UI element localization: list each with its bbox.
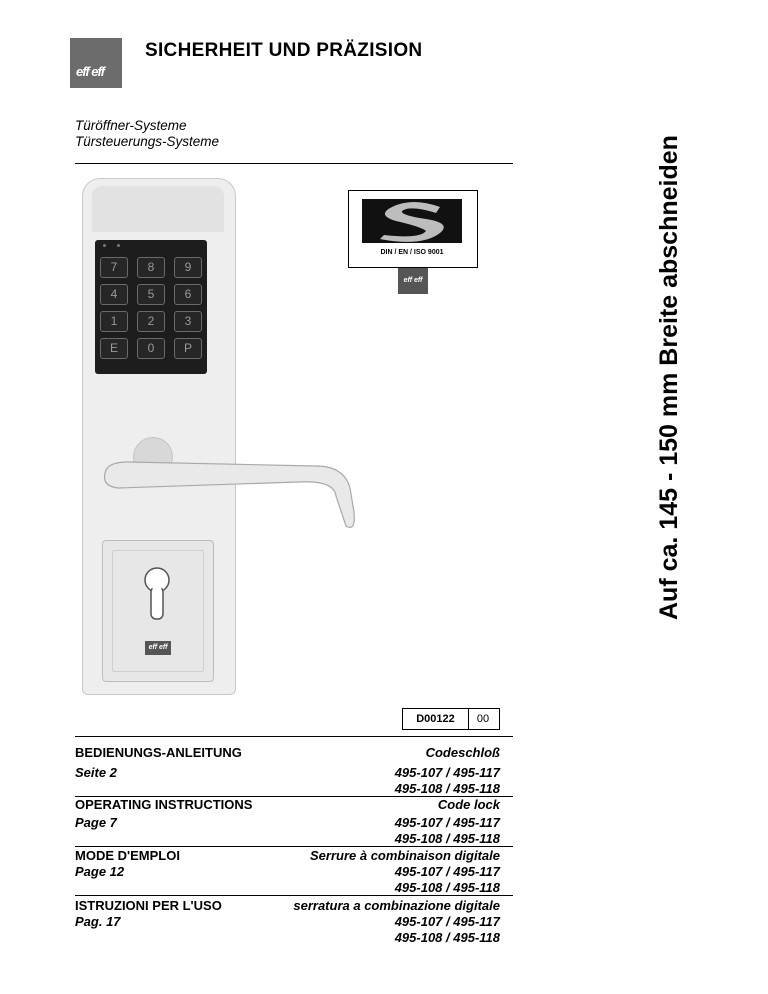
- section-page-de: Seite 2: [75, 765, 117, 780]
- section-models-it-1: 495-107 / 495-117: [394, 914, 500, 929]
- led-indicator: [103, 244, 106, 247]
- section-models-de-2: 495-108 / 495-118: [394, 781, 500, 796]
- section-models-it-2: 495-108 / 495-118: [394, 930, 500, 945]
- section-product-de: Codeschloß: [425, 745, 500, 760]
- section-models-en-1: 495-107 / 495-117: [394, 815, 500, 830]
- keypad-key-3: 3: [174, 311, 202, 332]
- eff-eff-logo: [70, 38, 122, 88]
- keypad-key-9: 9: [174, 257, 202, 278]
- section-models-fr-2: 495-108 / 495-118: [394, 880, 500, 895]
- section-models-de-1: 495-107 / 495-117: [394, 765, 500, 780]
- section-heading-en: OPERATING INSTRUCTIONS: [75, 797, 253, 812]
- section-divider: [75, 846, 513, 847]
- section-divider: [75, 895, 513, 896]
- keypad: [95, 240, 207, 374]
- document-number: D00122: [402, 708, 469, 730]
- keypad-key-2: 2: [137, 311, 165, 332]
- led-indicator: [117, 244, 120, 247]
- certificate-label: DIN / EN / ISO 9001: [380, 249, 444, 256]
- keypad-key-1: 1: [100, 311, 128, 332]
- section-models-en-2: 495-108 / 495-118: [394, 831, 500, 846]
- cut-instruction-vertical-text: Auf ca. 145 - 150 mm Breite abschneiden: [655, 135, 683, 620]
- section-divider: [75, 736, 513, 737]
- keypad-key-4: 4: [100, 284, 128, 305]
- section-heading-de: BEDIENUNGS-ANLEITUNG: [75, 745, 242, 760]
- section-heading-it: ISTRUZIONI PER L'USO: [75, 898, 222, 913]
- logo-text: eff eff: [76, 64, 104, 79]
- keypad-key-5: 5: [137, 284, 165, 305]
- document-revision: 00: [467, 708, 500, 730]
- section-page-it: Pag. 17: [75, 914, 121, 929]
- certificate-logo: eff eff: [398, 268, 428, 294]
- faceplate-top-section: [92, 186, 224, 232]
- section-page-en: Page 7: [75, 815, 117, 830]
- section-models-fr-1: 495-107 / 495-117: [394, 864, 500, 879]
- escutcheon-logo: eff eff: [145, 641, 171, 655]
- keypad-key-e: E: [100, 338, 128, 359]
- header-divider: [75, 163, 513, 164]
- section-product-it: serratura a combinazione digitale: [293, 898, 500, 913]
- subtitle-line-1: Türöffner-Systeme: [75, 118, 187, 133]
- page-title: SICHERHEIT UND PRÄZISION: [145, 40, 423, 61]
- door-handle: [98, 452, 356, 532]
- section-page-fr: Page 12: [75, 864, 125, 879]
- subtitle-line-2: Türsteuerungs-Systeme: [75, 134, 220, 149]
- keypad-key-6: 6: [174, 284, 202, 305]
- keypad-key-7: 7: [100, 257, 128, 278]
- keypad-key-8: 8: [137, 257, 165, 278]
- keypad-key-0: 0: [137, 338, 165, 359]
- keyhole-icon: [140, 565, 174, 623]
- certificate-emblem: [362, 199, 462, 243]
- section-product-fr: Serrure à combinaison digitale: [310, 848, 500, 863]
- certificate-s-icon: [362, 199, 462, 243]
- section-heading-fr: MODE D'EMPLOI: [75, 848, 180, 863]
- keypad-key-p: P: [174, 338, 202, 359]
- section-product-en: Code lock: [437, 797, 500, 812]
